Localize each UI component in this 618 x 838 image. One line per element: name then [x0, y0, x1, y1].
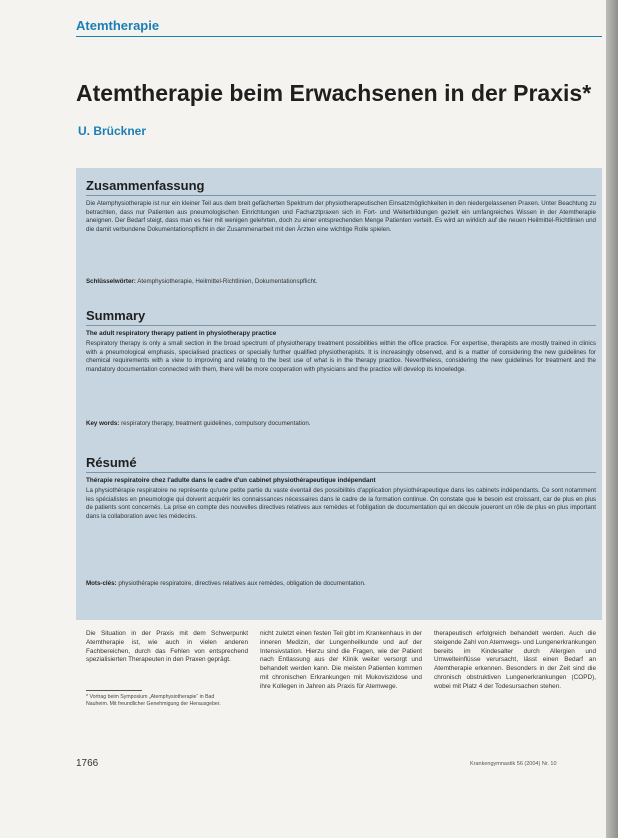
keywords-value: physiothérapie respiratoire, directives relatives aux remèdes, obligation de documentation.	[118, 580, 366, 587]
summary-keywords	[86, 420, 596, 429]
article-author: U. Brückner	[78, 124, 147, 138]
page-edge	[606, 0, 618, 838]
page-number: 1766	[76, 758, 99, 769]
zusammenfassung-text: Die Atemphysiotherapie ist nur ein kleiner Teil aus dem breit gefächerten Spektrum der physiotherapeutischen Einsatzmöglichkeiten in den niedergelassenen Praxen. Unter Beachtung zu betrachten, dass nur Patienten aus pneumologischen Einrichtungen und Facharztpraxen sich in Fort- und Weiterbildungen gezielt ein umfangreiches Wissen in der Atemtherapie aneignen. Der Bedarf steigt, dass man es hier mit wenigen gelehrten, doch zu einer entsprechenden Menge Patienten verteilt. Es wird an wirklich auf die neuen Heilmittel-Richtlinien und die damit verbundene Dokumentationspflicht in der Zusammenarbeit mit den Ärzten eine wichtige Rolle spielen.	[86, 200, 596, 233]
keywords-label: Mots-clés:	[86, 580, 117, 587]
zusammenfassung-rule	[86, 195, 596, 196]
article-title: Atemtherapie beim Erwachsenen in der Praxis*	[76, 80, 592, 106]
header-rule	[76, 36, 602, 37]
footnote-rule	[86, 690, 142, 691]
resume-heading: Résumé	[86, 455, 137, 470]
keywords-value: Atemphysiotherapie, Heilmittel-Richtlinien, Dokumentationspflicht.	[137, 278, 318, 285]
summary-subtitle: The adult respiratory therapy patient in physiotherapy practice	[86, 330, 277, 337]
keywords-value: respiratory therapy, treatment guidelines, compulsory documentation.	[121, 420, 311, 427]
summary-heading: Summary	[86, 308, 146, 323]
body-column-1: Die Situation in der Praxis mit dem Schwerpunkt Atemtherapie ist, wie auch in vielen anderen Fachbereichen, durch das Fehlen von entsprechend spezialisierten Therapeuten in den Praxen geprägt.	[86, 630, 248, 664]
resume-text: La physiothérapie respiratoire ne représente qu'une petite partie du vaste éventail des possibilités d'application physiothérapeutique dans les cabinets indépendants. Ce sont notamment les spécialistes en pneumologie qui doivent acquérir les connaissances nécessaires dans le cadre de la formation continue. On constate que le besoin est croissant, car de plus en plus de patients sont concernés. La prise en compte des nouvelles directives relatives aux remèdes et l'obligation de documentation qui en découle joueront un rôle de plus en plus important dans la collaboration avec les médecins.	[86, 487, 596, 520]
footnote: * Vortrag beim Symposium „Atemphysiotherapie“ in Bad Nauheim. Mit freundlicher Genehmigung der Herausgeber.	[86, 694, 221, 707]
keywords-label: Schlüsselwörter:	[86, 278, 136, 285]
summary-rule	[86, 325, 596, 326]
zusammenfassung-heading: Zusammenfassung	[86, 178, 205, 193]
summary-text: Respiratory therapy is only a small section in the broad spectrum of physiotherapy treatment possibilities within the office practice. For expertise, therapists are mostly trained in clinics with a pneumological emphasis, specialised practices or specially further qualified physiotherapists. It is increasingly observed, and is a matter of considering the new guidelines for chemical requirements with a view to improving and relating to the best use of what is in the therapy practice. Nevertheless, considering the new guidelines for treatment and the mandatory documentation connected with them, there will be more cooperation with physicians and the practice will develop its knowledge.	[86, 340, 596, 373]
body-column-2: nicht zuletzt einen festen Teil gibt im Krankenhaus in der inneren Medizin, der Lungenheilkunde und auf der Intensivstation. Hierzu sind die Fragen, wie der Patient nach Entlassung aus der Klinik weiter versorgt und behandelt werden kann. Die meisten Patienten kommen mit chronischen Erkrankungen mit Mukoviszidose und ihre Kollegen in Jahren als Praxis für Atemwege.	[260, 630, 422, 690]
body-column-3: therapeutisch erfolgreich behandelt werden. Auch die steigende Zahl von Atemwegs- und Lungenerkrankungen bereits im Kindesalter durch Allergien und Umwelteinflüsse verursacht, lässt einen Bedarf an Atemtherapie erkennen. Besonders in der Zeit sind die chronisch obstruktiven Lungenerkrankungen (COPD), wobei mit Platz 4 der Todesursachen stehen.	[434, 630, 596, 690]
resume-rule	[86, 472, 596, 473]
keywords-label: Key words:	[86, 420, 120, 427]
zusammenfassung-keywords	[86, 278, 596, 287]
resume-keywords	[86, 580, 596, 589]
journal-citation: Krankengymnastik 56 (2004) Nr. 10	[470, 761, 557, 767]
section-header: Atemtherapie	[76, 18, 160, 33]
resume-subtitle: Thérapie respiratoire chez l'adulte dans le cadre d'un cabinet physiothérapeutique indépendant	[86, 477, 376, 484]
